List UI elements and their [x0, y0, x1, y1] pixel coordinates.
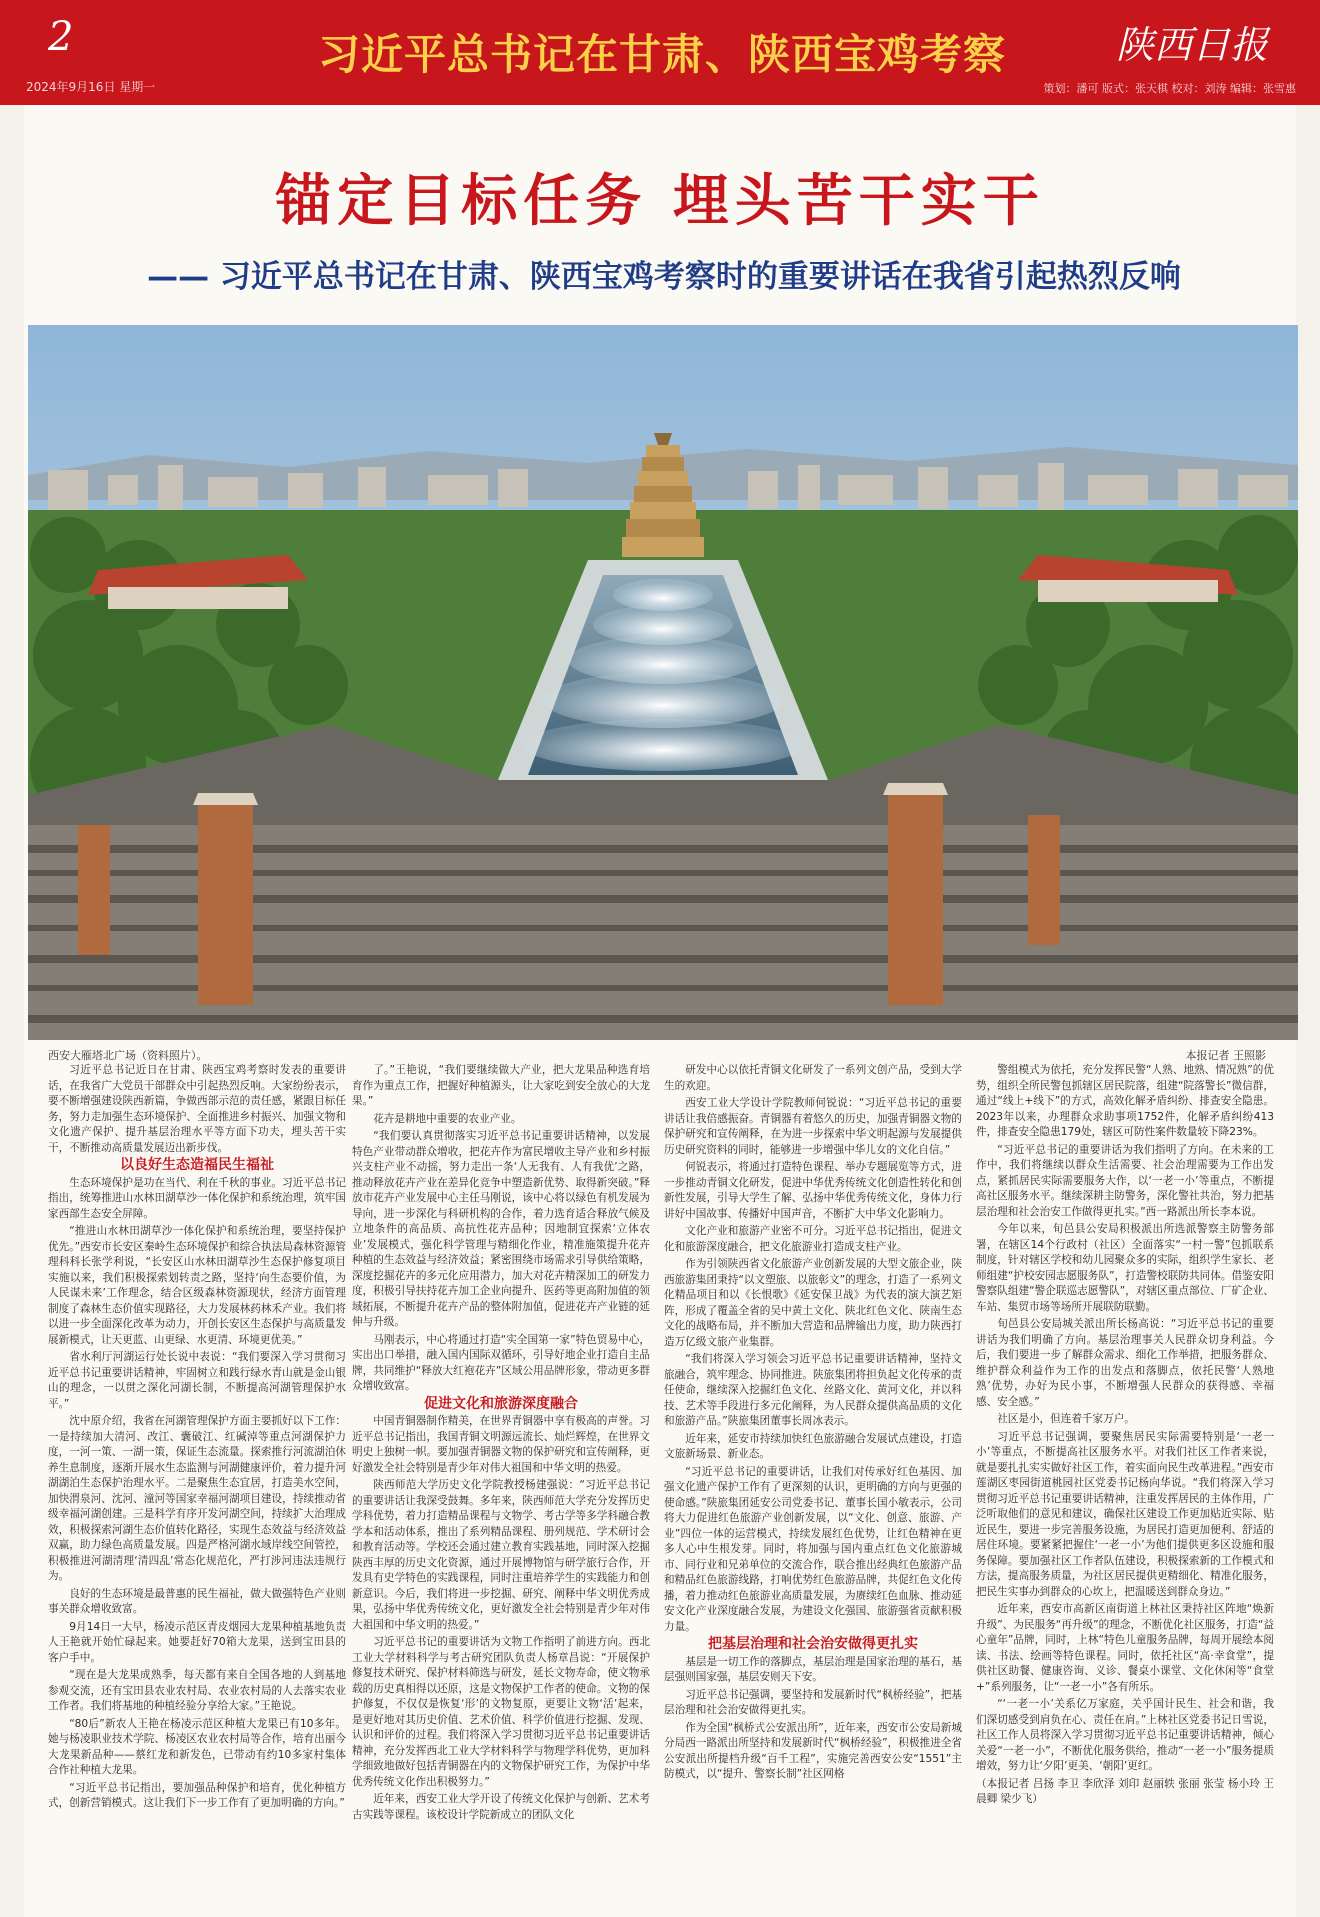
body-paragraph: 今年以来，旬邑县公安局积极派出所选派警察主防警务部署，在辖区14个行政村（社区）全面落实“一村一警”包抓联系制度，针对辖区学校和幼儿园聚众多的实际，组织学生家长、老师组建“护校安园志愿服务队”，打造警校联防共同体。借鉴安阳警察队组建“警企联巡志愿警队”，对辖区重点部位、厂矿企业、车站、集贸市场等场所开展联防联勤。 — [976, 1223, 1274, 1313]
body-paragraph: “习近平总书记指出，要加强品种保护和培育，优化种植方式，创新营销模式。这让我们下一步工作有了更加明确的方向。” — [48, 1781, 346, 1809]
body-paragraph: 警组模式为依托，充分发挥民警“人熟、地熟、情况熟”的优势，组织全所民警包抓辖区居民院落，组建“院落警长”微信群，通过“线上+线下”的方式，高效化解矛盾纠纷、排查安全隐患。2023年以来，办理群众求助事项1752件，化解矛盾纠纷413件，排查安全隐患179处，辖区可防性案件数量较下降23%。 — [976, 1064, 1274, 1138]
body-paragraph: 9月14日一大早，杨凌示范区青皮烟园大龙果种植基地负责人王艳就开始忙碌起来。她要赶好70箱大龙果，送到宝田县的客户手中。 — [48, 1620, 346, 1664]
body-paragraph: 研发中心以依托青铜文化研发了一系列文创产品，受到大学生的欢迎。 — [664, 1064, 962, 1092]
text-column-4 — [976, 1063, 1274, 1913]
body-paragraph: 西安工业大学设计学院教师何锐说：“习近平总书记的重要讲话让我倍感振奋。青铜器有着悠久的历史，加强青铜器文物的保护研究和宣传阐释，在为进一步探索中华文明起源与发展提供历史研究资料的同时，能够进一步增强中华儿女的文化自信。” — [664, 1097, 962, 1156]
body-paragraph: 花卉是耕地中重要的农业产业。 — [373, 1112, 522, 1125]
text-column-3 — [664, 1063, 962, 1913]
body-paragraph: “‘一老一小’关系亿万家庭，关乎国计民生、社会和谐，我们深切感受到肩负在心、责任在肩。”上林社区党委书记日雪说，社区工作人员将深入学习贯彻习近平总书记重要讲话精神，倾心关爱“一老一小”，不断优化服务供给，推动“一老一小”服务提质增效，努力让‘夕阳’更美、‘朝阳’更红。 — [976, 1698, 1274, 1772]
section-heading: 把基层治理和社会治安做得更扎实 — [708, 1636, 918, 1652]
text-column-2 — [352, 1063, 650, 1913]
article-area — [24, 105, 1296, 1917]
section-title: 习近平总书记在甘肃、陕西宝鸡考察 — [318, 30, 1007, 79]
body-paragraph: “推进山水林田湖草沙一体化保护和系统治理，要坚持保护优先。”西安市长安区秦岭生态环境保护和综合执法局森林资源管理科科长张学利说，“长安区山水林田湖草沙生态保护修复项目实施以来，我们积极探索划转责之路，坚持‘向生态要价值，为人民谋未来’工作理念，结合区级森林资源现状，经济方面管理制度了森林生态价值实现路径，大力发展林药林禾产业。我们将以进一步全面深化改革为动力，开创长安区生态保护与高质量发展新模式，让天更蓝、山更绿、水更清、环境更优美。” — [48, 1225, 346, 1346]
body-paragraph: 良好的生态环境是最普惠的民生福祉，做大做强特色产业则事关群众增收致富。 — [48, 1587, 346, 1615]
dayan-pagoda-square-photo — [28, 325, 1298, 1040]
body-paragraph: 何锐表示，将通过打造特色课程、举办专题展览等方式，进一步推动青铜文化研发，促进中华优秀传统文化创造性转化和创新性发展，引导大学生了解、弘扬中华优秀传统文化，身体力行讲好中国故事、传播好中国声音，不断扩大中华文化影响力。 — [664, 1161, 962, 1220]
text-column-1 — [48, 1063, 346, 1913]
body-paragraph: 近年来，延安市持续加快红色旅游融合发展试点建设，打造文旅新场景、新业态。 — [664, 1432, 962, 1460]
page-banner — [0, 0, 1320, 105]
body-paragraph: “习近平总书记的重要讲话，让我们对传承好红色基因、加强文化遗产保护工作有了更深刻的认识，更明确的方向与更强的使命感。”陕旅集团延安公司党委书记、董事长国小敏表示，公司将大力促进红色旅游产业创新发展，以“文化、创意、旅游、产业”四位一体的运营模式，持续发展红色优势，让红色精神在更多人心中生根发芽。同时，将加强与国内重点红色文化旅游城市、同行业和兄弟单位的交流合作，联合推出经典红色旅游产品和精品红色旅游线路，打响优势红色旅游品牌，共促红色文化传播，着力推动红色旅游业高质量发展，为赓续红色血脉、推动延安文化产业深度融合发展，为建设文化强国、旅游强省贡献积极力量。 — [664, 1465, 962, 1633]
body-paragraph: 习近平总书记近日在甘肃、陕西宝鸡考察时发表的重要讲话，在我省广大党员干部群众中引起热烈反响。大家纷纷表示，要不断增强建设陕西新篇，争做西部示范的责任感，紧跟目标任务，努力走加强生态环境保护、全面推进乡村振兴、加强文物和文化遗产保护、提升基层治理水平等方面下功夫，埋头苦干实干，不断推动高质量发展迈出新步伐。 — [48, 1064, 346, 1154]
photo-caption: 西安大雁塔北广场（资料照片）。 — [48, 1049, 208, 1062]
newspaper-logo: 陕西日报 — [1115, 23, 1268, 67]
body-paragraph: “习近平总书记的重要讲话为我们指明了方向。在未来的工作中，我们将继续以群众生活需要、社会治理需要为工作出发点，紧抓居民实际需要服务大作，以‘一老一小’等重点，不断提高社区服务水平。继续深耕主防警务，深化警社共治，努力把基层治理和社会治安工作做得更扎实。”西一路派出所长李本说。 — [976, 1143, 1274, 1218]
article-subheadline: —— 习近平总书记在甘肃、陕西宝鸡考察时的重要讲话在我省引起热烈反响 — [147, 259, 1181, 295]
page-number: 2 — [48, 14, 74, 60]
body-paragraph: 社区是小，但连着千家万户。 — [997, 1413, 1135, 1425]
section-heading: 促进文化和旅游深度融合 — [424, 1395, 578, 1412]
body-paragraph: 省水利厅河湖运行处长说中表说：“我们要深入学习贯彻习近平总书记重要讲话精神，牢固树立和践行绿水青山就是金山银山的理念，一以贯之深化河湖长制，不断提高河湖管理保护水平。” — [48, 1351, 346, 1410]
body-paragraph: 生态环境保护是功在当代、利在千秋的事业。习近平总书记指出，统筹推进山水林田湖草沙一体化保护和系统治理，筑牢国家西部生态安全屏障。 — [48, 1176, 346, 1220]
lead-photo — [28, 325, 1298, 1040]
body-paragraph: 了。”王艳说，“我们要继续做大产业，把大龙果品种选育培育作为重点工作，把握好种植源头，让大家吃到安全放心的大龙果。” — [352, 1064, 650, 1107]
body-paragraph: 陕西师范大学历史文化学院教授杨建强说：“习近平总书记的重要讲话让我深受鼓舞。多年来，陕西师范大学充分发挥历史学科优势，着力打造精品课程与文物学、考古学等多学科融合教学本和活动体系，推出了系列精品课程、册列规范、学术研讨会和教育活动等。学校还会通过建立教育实践基地，同时深入挖掘陕西丰厚的历史文化资源，通过开展博物馆与研学旅行合作，开发具有史学特色的实践课程，同时注重培养学生的实践能力和创新意识。今后，我们将进一步挖掘、研究、阐释中华文明优秀成果，弘扬中华优秀传统文化，更好激发全社会特别是青少年对伟大祖国和中华文明的热爱。” — [352, 1479, 650, 1631]
body-paragraph: 沈中原介绍，我省在河湖管理保护方面主要抓好以下工作：一是持续加大清河、改江、囊破江、红碱淖等重点河湖保护力度，一河一策、一湖一策，保证生态流量。探索推行河流湖泊休养生息制度，逐渐开展水生态监测与河湖健康评价，着力提升河湖湖泊生态保护治理水平。二是聚焦生态宜居，打造美水空间，加快渭泉河、沈河、潼河等国家幸福河湖项目建设，持续推动省级幸福河湖创建。三是科学有序开发河湖空间，持续扩大治理成效，积极探索河湖生态价值转化路径，实现生态效益与经济效益双赢，助力绿色高质量发展。四是严格河湖水域岸线空间管控，积极推进河湖清理‘清四乱’常态化规范化，严打涉河违法违规行为。 — [48, 1415, 346, 1582]
body-paragraph: 旬邑县公安局城关派出所长杨高说：“习近平总书记的重要讲话为我们明确了方向。基层治理事关人民群众切身利益。今后，我们要进一步了解群众需求、细化工作举措，把服务群众、维护群众利益作为工作的出发点和落脚点，依托民警‘人熟地熟’优势，办好为民小事，不断增强人民群众的获得感、幸福感、安全感。” — [976, 1318, 1274, 1408]
body-paragraph: 作为引领陕西省文化旅游产业创新发展的大型文旅企业，陕西旅游集团秉持“以文塑旅、以旅彰文”的理念，打造了一系列文化精品项目和以《长恨歌》《延安保卫战》为代表的演大演艺矩阵，形成了覆盖全省的吴中黄土文化、陕北红色文化、陕南生态文化的战略布局，并不断加大营造和品牌输出力度，助力陕西打造万亿级文旅产业集群。 — [664, 1258, 962, 1348]
article-headline: 锚定目标任务 埋头苦干实干 — [275, 169, 1045, 234]
body-paragraph: 基层是一切工作的落脚点，基层治理是国家治理的基石，基层强则国家强，基层安则天下安。 — [664, 1655, 962, 1683]
reporter-byline: （本报记者 吕扬 李卫 李欣泽 刘印 赵丽轶 张丽 张莹 杨小玲 王晨卿 梁少飞） — [976, 1777, 1274, 1805]
editor-credits: 策划：潘可 版式：张天棋 校对：刘涛 编辑：张雪惠 — [1043, 82, 1296, 95]
section-heading: 以良好生态造福民生福祉 — [120, 1157, 274, 1173]
body-paragraph: “我们要认真贯彻落实习近平总书记重要讲话精神，以发展特色产业带动群众增收，把花卉作为富民增收主导产业和乡村振兴支柱产业不动摇，努力走出一条‘人无我有、人有我优’之路，推动释放花卉产业在差异化竞争中塑造新优势、取得新突破。”释放市花卉产业发展中心主任马刚说，该中心将以绿色有机发展为导向，进一步深化与科研机构的合作，着力选育适合释放气候及立地条件的高品质、高抗性花卉品种；因地制宜探索‘立体农业’发展模式，强化科学管理与精细化作业，精准施策提升花卉种植的生态效益与经济效益；紧密围绕市场需求引导供给策略，深度挖掘花卉的多元化应用潜力，加大对花卉精深加工的研发力度，积极引导扶持花卉加工企业向提升、医药等更高附加值的领域拓展，不断提升花卉产品的整体附加值，促进花卉产业链的延伸与升级。 — [352, 1130, 650, 1328]
body-paragraph: “80后”新农人王艳在杨凌示范区种植大龙果已有10多年。她与杨凌职业技术学院、杨凌区农业农村局等合作，培育出丽今大龙果新品种——蔡红龙和新发色，已带动有约10多家村集体合作社种植大龙果。 — [48, 1717, 346, 1776]
body-paragraph: 文化产业和旅游产业密不可分。习近平总书记指出，促进文化和旅游深度融合，把文化旅游业打造成支柱产业。 — [664, 1225, 962, 1253]
body-paragraph: 习近平总书记的重要讲话为文物工作指明了前进方向。西北工业大学材料科学与考古研究团队负责人杨章昌说：“开展保护修复技术研究、保护材料筛选与研发，延长文物寿命，使文物承载的历史真相得以还原，这是文物保护工作者的使命。文物的保护修复，不仅仅是恢复‘形’的文物复原，更要让文物‘活’起来，是更好地对其历史价值、艺术价值、科学价值进行挖掘、发现、认识和评价的过程。我们将深入学习贯彻习近平总书记重要讲话精神，充分发挥西北工业大学材料科学与物理学科优势，更加科学细致地做好包括青铜器在内的文物保护研究工作，为保护中华优秀传统文化作出积极努力。” — [352, 1636, 650, 1788]
body-paragraph: 作为全国“枫桥式公安派出所”，近年来，西安市公安局新城分局西一路派出所坚持和发展新时代“枫桥经验”，积极推进全省公安派出所提档升级“百千工程”，实施完善西安公安“1551”主防模式，以“提升、警察长制”社区网格 — [664, 1721, 962, 1780]
body-paragraph: 中国青铜器制作精美，在世界青铜器中享有极高的声誉。习近平总书记指出，我国青铜文明源远流长、灿烂辉煌，在世界文明史上独树一帜。要加强青铜器文物的保护研究和宣传阐释，更好激发全社会特别是青少年对伟大祖国和中华文明的热爱。 — [352, 1415, 650, 1474]
photo-credit: 本报记者 王照影 — [1185, 1049, 1266, 1062]
date-line: 2024年9月16日 星期一 — [26, 80, 156, 94]
body-paragraph: 近年来，西安工业大学开设了传统文化保护与创新、艺术考古实践等课程。该校设计学院新成立的团队文化 — [352, 1793, 650, 1821]
body-paragraph: 近年来，西安市高新区南街道上林社区秉持社区阵地“焕新升级”、为民服务“再升级”的理念，不断优化社区服务，打造“益心童年”品牌，同时，上林“特色儿童服务品牌，每周开展绘本阅读、书法、绘画等特色课程。同时，依托社区“高·幸食堂”，提供社区助餐、健康咨询、义诊、餐桌小课堂、文化休闲等“食堂+”系列服务，让“一老一小”各有所乐。 — [976, 1603, 1274, 1693]
body-paragraph: 习近平总书记强调，要聚焦居民实际需要特别是‘一老一小’等重点，不断提高社区服务水平。对我们社区工作者来说，就是要扎扎实实做好社区工作，着实面向民生改革进程。”西安市莲湖区枣园街道桃园社区党委书记杨向华说。“我们将深入学习贯彻习近平总书记重要讲话精神，注重发挥居民的主体作用，广泛听取他们的意见和建议，确保社区建设工作更加贴近实际、贴近民生，要进一步完善服务设施，为居民打造更加便利、舒适的居住环境。要紧紧把握住‘一老一小’为他们提供更多区设施和服务保障。要加强社区工作者队伍建设，积极探索新的工作模式和方法，提高服务质量，为社区居民提供更精细化、精准化服务，把民生实事办到群众的心坎上，把温暖送到群众身边。” — [976, 1430, 1274, 1598]
body-paragraph: 习近平总书记强调，要坚持和发展新时代“枫桥经验”，把基层治理和社会治安做得更扎实。 — [664, 1688, 962, 1716]
body-paragraph: “现在是大龙果成熟季，每天都有来自全国各地的人到基地参观交流，还有宝田县农业农村局、农业农村局的人去落实农业工作者。我们将基地的种植经验分享给大家。”王艳说。 — [48, 1669, 346, 1712]
body-paragraph: “我们将深入学习领会习近平总书记重要讲话精神，坚持文旅融合，筑牢理念、协同推进。陕旅集团将担负起文化传承的责任使命，继续深入挖掘红色文化、丝路文化、黄河文化，并以科技、艺术等手段进行多元化阐释，为人民群众提供高品质的文化和旅游产品。”陕旅集团董事长周冰表示。 — [664, 1353, 962, 1427]
body-paragraph: 马刚表示，中心将通过打造“实全国第一家”特色贸易中心，实出出口举措，融入国内国际双循环，引导好地企业打造自主品牌，共同维护“释放大红袍花卉”区域公用品牌形象，带动更多群众增收致富。 — [352, 1333, 650, 1392]
